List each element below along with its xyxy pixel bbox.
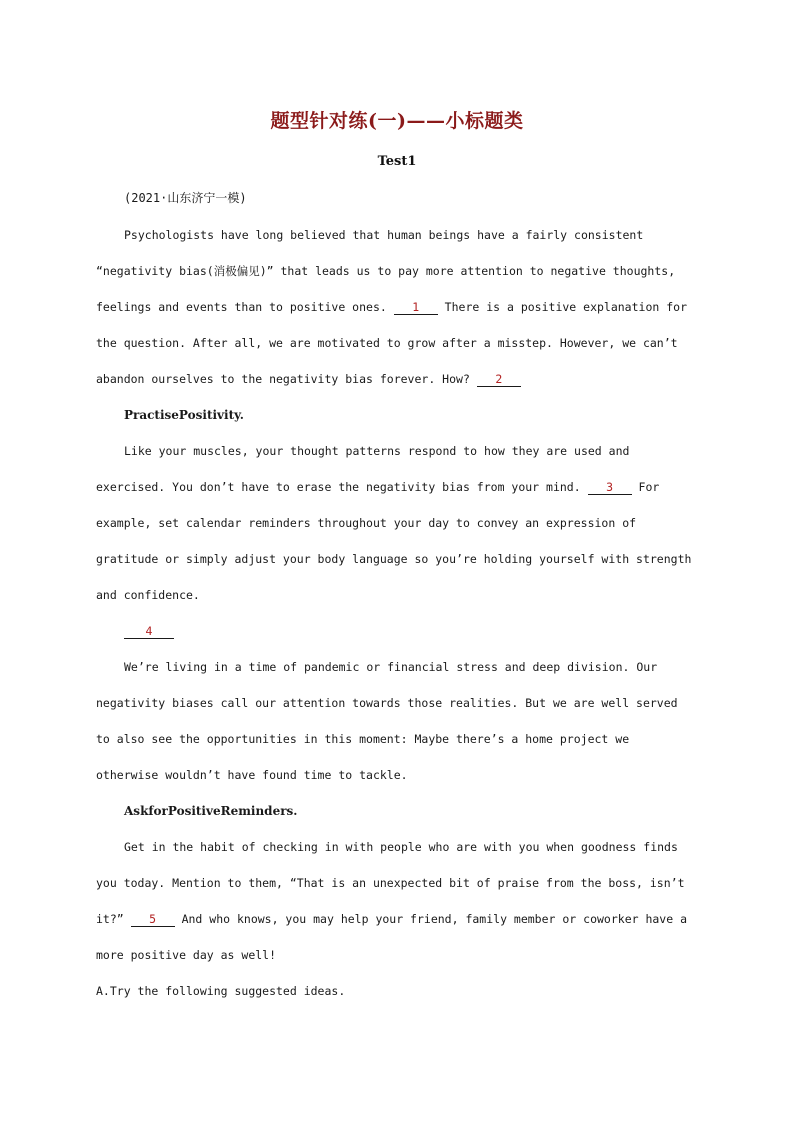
paragraph-1	[96, 217, 696, 397]
option-a: A.Try the following suggested ideas.	[96, 984, 346, 998]
subheading-ask-for-positive-reminders: AskforPositiveReminders.	[124, 804, 298, 818]
paragraph-3: We’re living in a time of pandemic or financial stress and deep division. Our negativity biases call our attention towards those realities. But we are well served to also see the opportunities in this moment: Maybe there’s a home project we otherwise wouldn’t have found time to tackle.	[96, 660, 678, 782]
paragraph-4-text-a: Get in the habit of checking in with people who are with you when goodness finds you today. Mention to them, “That is an unexpected bit of praise from the boss, isn’t it?”	[96, 840, 685, 926]
paragraph-2-text-a: Like your muscles, your thought patterns respond to how they are used and exercised. You don’t have to erase the negativity bias from your mind.	[96, 444, 630, 494]
paragraph-2	[96, 433, 696, 613]
test-label: Test1	[377, 154, 417, 169]
blank-5[interactable]: 5	[131, 912, 175, 927]
paragraph-4	[96, 829, 696, 973]
source-note: (2021·山东济宁一模)	[124, 191, 247, 205]
passage-body	[96, 217, 696, 1009]
blank-3[interactable]: 3	[588, 480, 632, 495]
blank-4[interactable]: 4	[124, 624, 174, 639]
blank-2[interactable]: 2	[477, 372, 521, 387]
subheading-practise-positivity: PractisePositivity.	[124, 408, 244, 422]
paragraph-4-text-b: And who knows, you may help your friend, family member or coworker have a more positive day as well!	[96, 912, 687, 962]
blank-1[interactable]: 1	[394, 300, 438, 315]
paragraph-1-text-b: There is a positive explanation for the question. After all, we are motivated to grow after a misstep. However, we can’t abandon ourselves to the negativity bias forever. How?	[96, 300, 687, 386]
page-title: 题型针对练(一)——小标题类	[270, 110, 524, 132]
blank-4-line	[96, 613, 696, 649]
paragraph-2-text-b: For example, set calendar reminders throughout your day to convey an expression of gratitude or simply adjust your body language so you’re holding yourself with strength and confidence.	[96, 480, 692, 602]
paragraph-1-text-a: Psychologists have long believed that human beings have a fairly consistent “negativity bias(消极偏见)” that leads us to pay more attention to negative thoughts, feelings and events than to positive ones.	[96, 228, 676, 314]
